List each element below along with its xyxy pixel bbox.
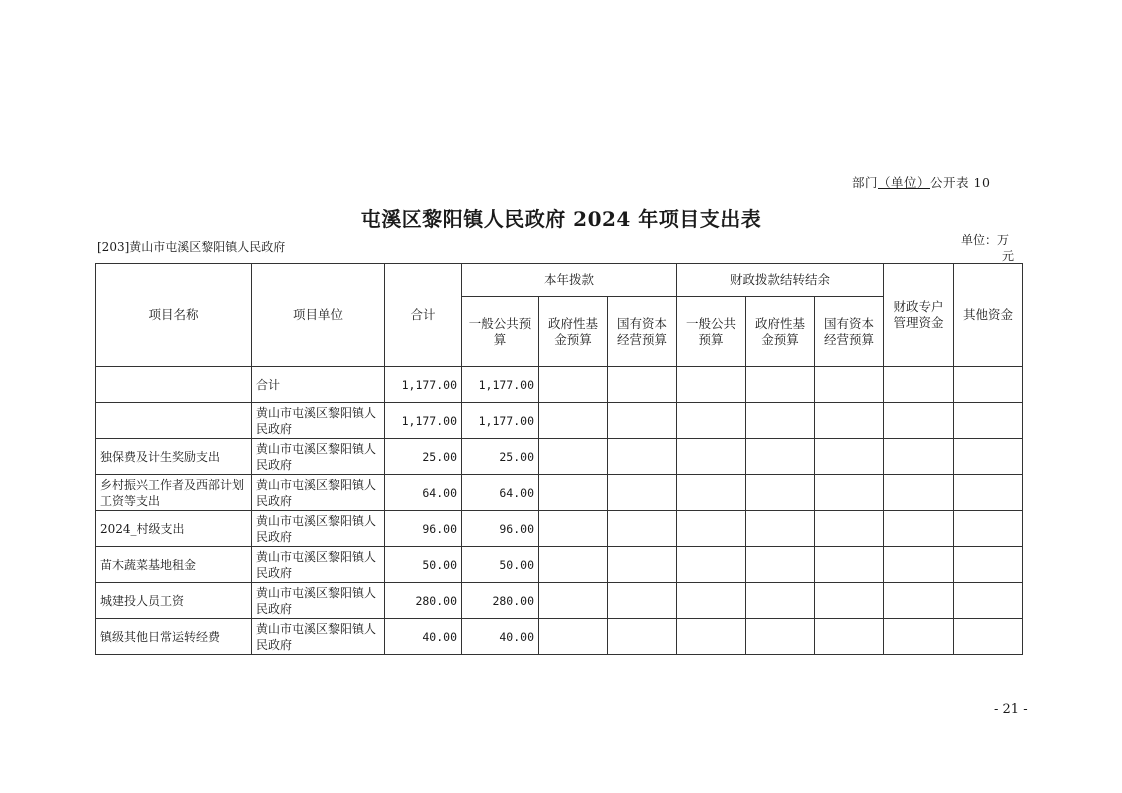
table-row (96, 475, 1023, 511)
cell-gov-fund (539, 475, 608, 511)
header-project-name: 项目名称 (96, 264, 252, 367)
form-code-prefix: 部门 (852, 175, 879, 190)
cell-carry-gov-fund (746, 475, 815, 511)
cell-carry-general (677, 403, 746, 439)
cell-carry-gov-fund (746, 367, 815, 403)
cell-carry-gov-fund (746, 511, 815, 547)
cell-general-budget: 96.00 (462, 511, 539, 547)
cell-carry-gov-fund (746, 403, 815, 439)
header-general-budget: 一般公共预算 (462, 297, 539, 367)
header-special-account: 财政专户管理资金 (884, 264, 954, 367)
cell-special-account (884, 619, 954, 655)
cell-carry-general (677, 367, 746, 403)
cell-general-budget: 64.00 (462, 475, 539, 511)
header-state-capital-budget-carry: 国有资本经营预算 (815, 297, 884, 367)
cell-other-funds (954, 511, 1023, 547)
table-row (96, 367, 1023, 403)
unit-label (961, 232, 1021, 264)
cell-carry-state-capital (815, 367, 884, 403)
cell-special-account (884, 367, 954, 403)
cell-carry-general (677, 475, 746, 511)
cell-state-capital (608, 511, 677, 547)
cell-carry-general (677, 547, 746, 583)
project-expenditure-table (95, 263, 1023, 655)
unit-label-line2: 元 (1002, 249, 1015, 263)
cell-gov-fund (539, 619, 608, 655)
cell-project-unit: 黄山市屯溪区黎阳镇人民政府 (252, 619, 385, 655)
cell-project-name: 乡村振兴工作者及西部计划工资等支出 (96, 475, 252, 511)
cell-gov-fund (539, 367, 608, 403)
document-title: 屯溪区黎阳镇人民政府 2024 年项目支出表 (360, 207, 762, 231)
header-current-year-group: 本年拨款 (462, 264, 677, 297)
unit-label-line1: 单位：万 (961, 233, 1010, 247)
cell-project-unit: 黄山市屯溪区黎阳镇人民政府 (252, 583, 385, 619)
cell-state-capital (608, 583, 677, 619)
cell-carry-gov-fund (746, 547, 815, 583)
cell-carry-state-capital (815, 475, 884, 511)
cell-state-capital (608, 439, 677, 475)
cell-project-name: 独保费及计生奖励支出 (96, 439, 252, 475)
cell-special-account (884, 403, 954, 439)
cell-special-account (884, 439, 954, 475)
cell-state-capital (608, 403, 677, 439)
header-state-capital-budget: 国有资本经营预算 (608, 297, 677, 367)
cell-project-unit: 黄山市屯溪区黎阳镇人民政府 (252, 439, 385, 475)
cell-other-funds (954, 367, 1023, 403)
cell-other-funds (954, 619, 1023, 655)
cell-state-capital (608, 547, 677, 583)
cell-project-name: 苗木蔬菜基地租金 (96, 547, 252, 583)
cell-general-budget: 40.00 (462, 619, 539, 655)
cell-total: 40.00 (385, 619, 462, 655)
cell-total: 1,177.00 (385, 367, 462, 403)
cell-carry-general (677, 439, 746, 475)
cell-carry-general (677, 583, 746, 619)
organization-name: [203]黄山市屯溪区黎阳镇人民政府 (97, 240, 286, 254)
cell-general-budget: 1,177.00 (462, 403, 539, 439)
cell-total: 1,177.00 (385, 403, 462, 439)
form-code-unit: （单位） (878, 175, 931, 190)
cell-special-account (884, 475, 954, 511)
cell-gov-fund (539, 439, 608, 475)
cell-gov-fund (539, 547, 608, 583)
cell-total: 64.00 (385, 475, 462, 511)
form-code-suffix: 公开表 10 (930, 175, 991, 190)
cell-total: 96.00 (385, 511, 462, 547)
cell-other-funds (954, 403, 1023, 439)
cell-carry-state-capital (815, 583, 884, 619)
cell-project-name: 镇级其他日常运转经费 (96, 619, 252, 655)
page-number: - 21 - (994, 702, 1028, 717)
cell-other-funds (954, 439, 1023, 475)
table-header-row (96, 264, 1023, 297)
cell-carry-general (677, 511, 746, 547)
cell-state-capital (608, 475, 677, 511)
cell-carry-general (677, 619, 746, 655)
cell-special-account (884, 583, 954, 619)
header-gov-fund-budget: 政府性基金预算 (539, 297, 608, 367)
cell-project-unit: 黄山市屯溪区黎阳镇人民政府 (252, 511, 385, 547)
table-row (96, 583, 1023, 619)
cell-total: 280.00 (385, 583, 462, 619)
cell-project-unit: 合计 (252, 367, 385, 403)
cell-carry-state-capital (815, 439, 884, 475)
cell-project-unit: 黄山市屯溪区黎阳镇人民政府 (252, 475, 385, 511)
cell-general-budget: 280.00 (462, 583, 539, 619)
cell-project-unit: 黄山市屯溪区黎阳镇人民政府 (252, 547, 385, 583)
header-general-budget-carry: 一般公共预算 (677, 297, 746, 367)
cell-other-funds (954, 547, 1023, 583)
cell-gov-fund (539, 583, 608, 619)
cell-project-name: 城建投人员工资 (96, 583, 252, 619)
cell-carry-gov-fund (746, 439, 815, 475)
cell-special-account (884, 511, 954, 547)
cell-project-name (96, 367, 252, 403)
form-code (852, 173, 990, 191)
cell-state-capital (608, 619, 677, 655)
cell-state-capital (608, 367, 677, 403)
header-carryover-group: 财政拨款结转结余 (677, 264, 884, 297)
cell-carry-state-capital (815, 619, 884, 655)
cell-other-funds (954, 583, 1023, 619)
cell-general-budget: 1,177.00 (462, 367, 539, 403)
cell-general-budget: 25.00 (462, 439, 539, 475)
table-row (96, 547, 1023, 583)
cell-gov-fund (539, 403, 608, 439)
cell-total: 50.00 (385, 547, 462, 583)
header-other-funds: 其他资金 (954, 264, 1023, 367)
cell-gov-fund (539, 511, 608, 547)
header-gov-fund-budget-carry: 政府性基金预算 (746, 297, 815, 367)
cell-carry-gov-fund (746, 619, 815, 655)
cell-carry-state-capital (815, 403, 884, 439)
table-row (96, 403, 1023, 439)
cell-total: 25.00 (385, 439, 462, 475)
table-row (96, 439, 1023, 475)
cell-general-budget: 50.00 (462, 547, 539, 583)
cell-carry-state-capital (815, 511, 884, 547)
cell-carry-gov-fund (746, 583, 815, 619)
cell-project-name (96, 403, 252, 439)
table-row (96, 619, 1023, 655)
header-total: 合计 (385, 264, 462, 367)
header-project-unit: 项目单位 (252, 264, 385, 367)
cell-carry-state-capital (815, 547, 884, 583)
cell-special-account (884, 547, 954, 583)
cell-project-name: 2024_村级支出 (96, 511, 252, 547)
cell-project-unit: 黄山市屯溪区黎阳镇人民政府 (252, 403, 385, 439)
table-row (96, 511, 1023, 547)
cell-other-funds (954, 475, 1023, 511)
